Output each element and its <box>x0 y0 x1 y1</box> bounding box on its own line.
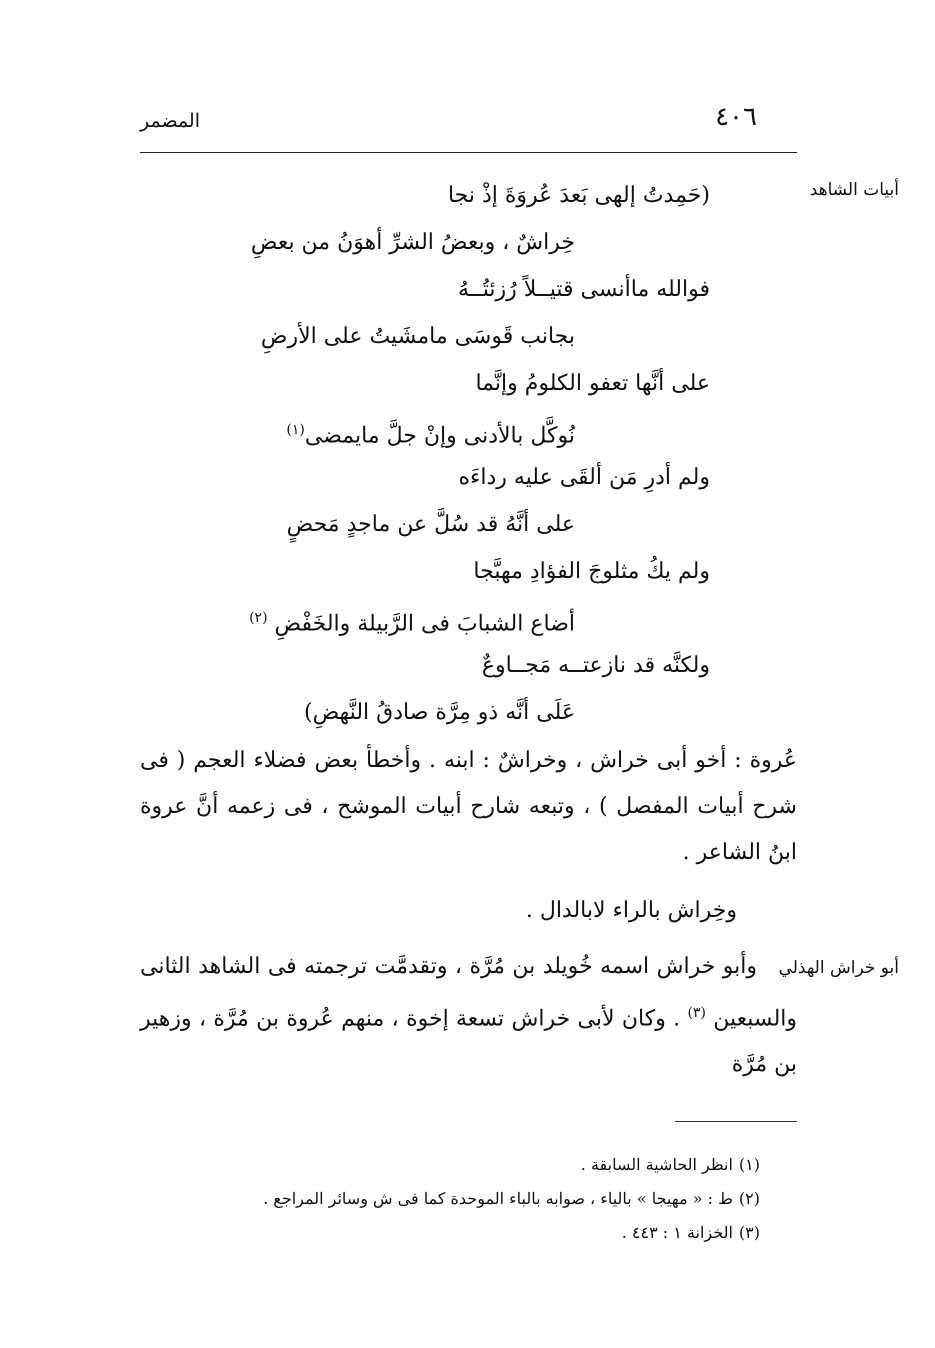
footnote-number: (٢) <box>738 1189 760 1208</box>
verse-3-second-hemistich <box>240 407 720 454</box>
footnote-marker-3: (٣) <box>687 1005 706 1021</box>
verse-4-second-hemistich: على أنَّهُ قد سُلَّ عن ماجدٍ مَحضٍ <box>286 512 575 537</box>
footnote-text: انظر الحاشية السابقة . <box>580 1155 733 1174</box>
verse-1-second-hemistich: خِراشٌ ، وبعضُ الشرِّ أهوَنُ من بعضِ <box>250 230 575 255</box>
footnote-number: (٣) <box>738 1223 760 1242</box>
verse-5-second-hemistich <box>240 595 720 642</box>
footnote-number: (١) <box>738 1155 760 1174</box>
footnote-text: الخزانة ١ : ٤٤٣ . <box>621 1223 733 1242</box>
verse-5-first-hemistich: ولم يكُ مثلوجَ الفؤادِ مهبَّجا <box>473 559 710 584</box>
margin-note-person: أبو خراش الهذلي <box>778 958 899 978</box>
verse-3-first-hemistich: على أنَّها تعفو الكلومُ وإنَّما <box>475 371 710 396</box>
verse-1-first-hemistich: (حَمِدتُ إلهى بَعدَ عُروَةَ إذْ نجا <box>447 183 710 208</box>
margin-note-poem: أبيات الشاهد <box>809 180 899 200</box>
commentary-paragraph <box>140 738 797 876</box>
verse-6-second-hemistich: عَلَى أنَّه ذو مِرَّة صادقُ النَّهضِ) <box>304 700 575 725</box>
biography-paragraph <box>140 944 797 1088</box>
page-header <box>140 96 797 146</box>
header-rule <box>140 152 797 153</box>
footnote-3 <box>200 1216 760 1250</box>
footnote-text: ط : « مهيجا » بالياء ، صوابه بالباء الموحدة كما فى ش وسائر المراجع . <box>263 1189 733 1208</box>
verse-3-second-text: نُوكَّل بالأدنى وإنْ جلَّ مايمضى <box>304 423 575 449</box>
spelling-note-paragraph <box>140 888 797 934</box>
biography-text <box>140 944 797 1088</box>
biography-text-part-1: وأبو خراش اسمه خُويلد بن مُرَّة ، وتقدمَّت ترجمته فى الشاهد الثانى والسبعين <box>140 954 798 1032</box>
footnote-1 <box>200 1148 760 1182</box>
footnote-2 <box>200 1182 760 1216</box>
footnote-rule <box>675 1121 797 1122</box>
commentary-text: عُروة : أخو أبى خراش ، وخراشٌ : ابنه . وأخطأ بعض فضلاء العجم ( فى شرح أبيات المفصل ) ، وتبعه شارح أبيات الموشح ، فى زعمه أنَّ عروة ابنُ الشاعر . <box>140 748 797 865</box>
verse-2-first-hemistich: فوالله ماأنسى قتيــلاً رُزئتُــهُ <box>458 277 710 302</box>
spelling-note-text: وخِراش بالراء لابالدال . <box>525 898 737 923</box>
poem <box>240 172 720 736</box>
verse-4-first-hemistich: ولم أدرِ مَن ألقَى عليه رداءَه <box>458 465 710 490</box>
footnote-marker-2: (٢) <box>249 610 268 626</box>
verse-2-second-hemistich: بجانب قَوسَى مامشَيتُ على الأرضِ <box>260 324 575 349</box>
biography-text-part-2: . وكان لأبى خراش تسعة إخوة ، منهم عُروة بن مُرَّة ، وزهير بن مُرَّة <box>140 1006 797 1078</box>
footnotes <box>200 1148 760 1250</box>
footnote-marker-1: (١) <box>286 422 305 438</box>
page-number: ٤٠٦ <box>715 102 757 132</box>
verse-5-second-text: أضاع الشبابَ فى الرَّبيلة والخَفْضِ <box>274 611 575 637</box>
verse-6-first-hemistich: ولكنَّه قد نازعتــه مَجــاوعٌ <box>481 653 710 678</box>
running-title: المضمر <box>140 110 200 132</box>
